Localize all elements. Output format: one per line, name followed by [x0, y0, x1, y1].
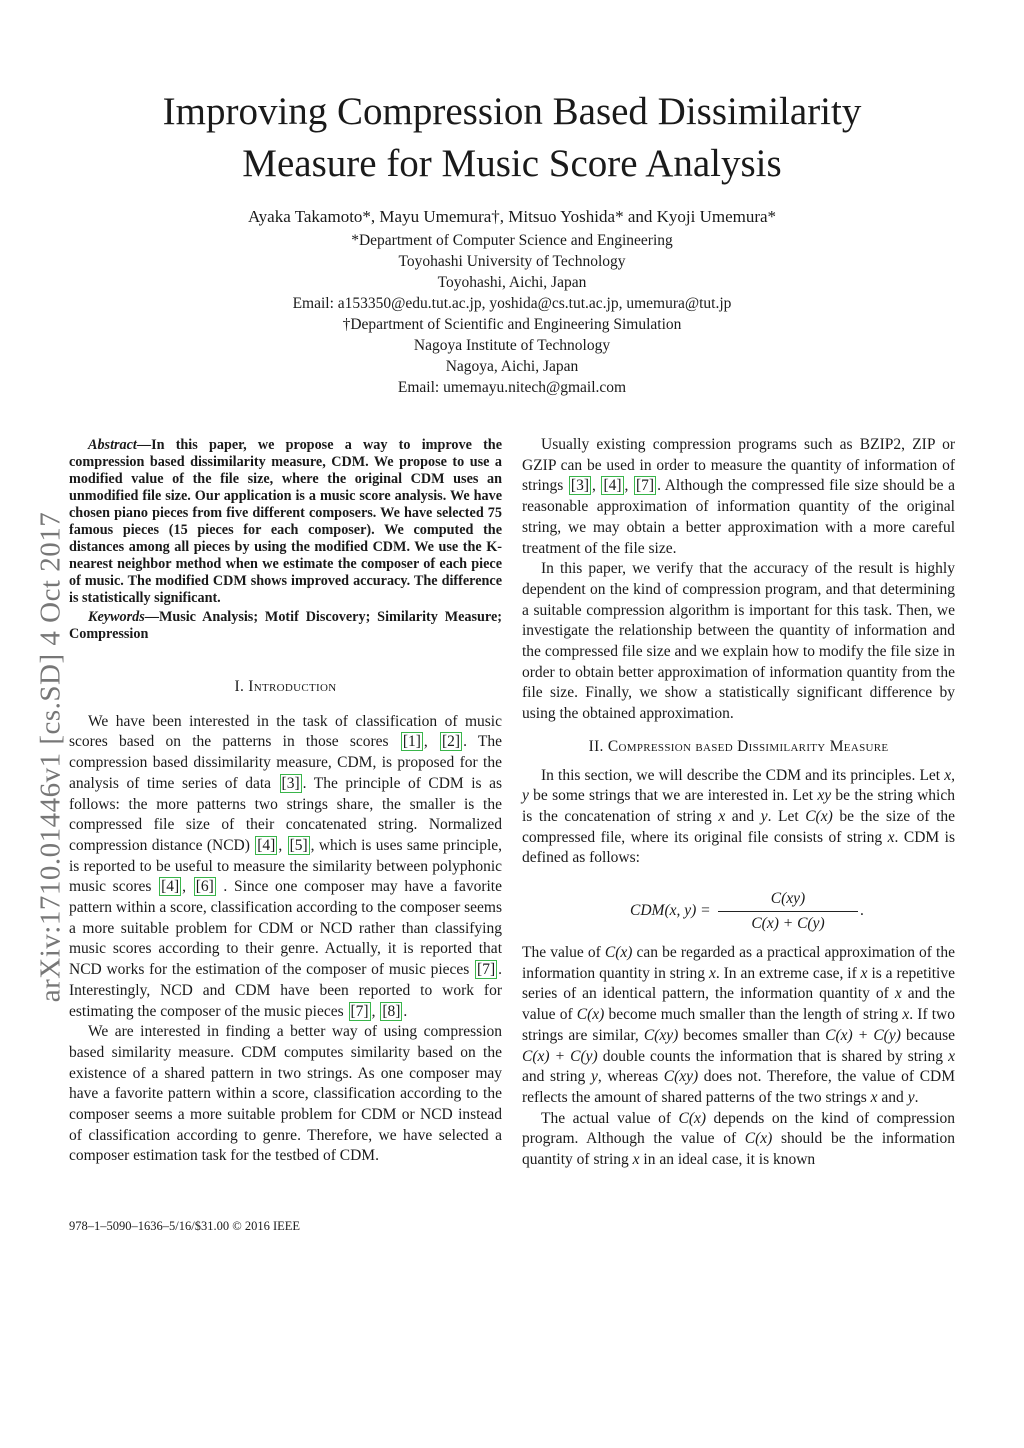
text-run: , [182, 878, 193, 896]
citation-link[interactable]: [1] [402, 733, 421, 751]
text-run: and the value of [522, 985, 955, 1024]
cdm-paragraph-3 [522, 1109, 955, 1171]
math-var: x [870, 1088, 878, 1106]
text-run: be the string which is the concatenation of string [522, 787, 955, 825]
email-line: Email: umemayu.nitech@gmail.com [397, 379, 627, 396]
citation-link[interactable]: [3] [570, 477, 589, 495]
paper-title [0, 86, 1024, 190]
citation-link[interactable]: [3] [281, 774, 300, 792]
math-var: x [860, 964, 868, 982]
text-run: . The compression based dissimilarity measure, CDM, is proposed for the analysis of time series of data [69, 733, 502, 792]
equation-denominator: C(x) + C(y) [751, 915, 825, 932]
right-column [522, 435, 955, 869]
citation-link[interactable]: [2] [442, 733, 461, 751]
abstract-text: —In this paper, we propose a way to improve the compression based dissimilarity measure, CDM. We propose to use a modified value of the file size, where the original CDM uses an unmodified file size. Our application is a music score analysis. We have chosen piano pieces from five different composers. We have selected 75 famous pieces (15 pieces for each composer). We computed the distances among all pieces by using the modified CDM. We use the K-nearest neighbor method when we estimate the composer of each piece of music. The modified CDM shows improved accuracy. The difference is statistically significant. [69, 437, 502, 606]
email-line: Email: a153350@edu.tut.ac.jp, yoshida@cs.tut.ac.jp, umemura@tut.jp [292, 295, 732, 312]
fraction-bar [718, 911, 858, 912]
text-run: does not. Therefore, the value of CDM reflects the amount of shared patterns of the two strings [522, 1068, 956, 1106]
math-var: x [708, 964, 716, 982]
math-var: y [760, 807, 768, 825]
text-run: In this section, we will describe the CDM and its principles. Let [541, 766, 945, 784]
text-run: The value of [522, 944, 605, 961]
text-run: becomes smaller than [678, 1026, 826, 1044]
affiliation-line: *Department of Computer Science and Engineering [351, 232, 673, 249]
section-heading-introduction [69, 677, 502, 698]
text-run: is a repetitive series of an identical pattern, the information quantity of [522, 964, 955, 1003]
math-var: x [902, 1006, 910, 1024]
text-run: , whereas [597, 1068, 664, 1086]
math-var: y [907, 1088, 915, 1106]
abstract [69, 437, 502, 607]
text-run: . Since one composer may have a favorite pattern within a score, classification according to the composer seems a more suitable problem for CDM or NCD rather than classifying music scores according to their genre. Actually, it is reported that NCD works for the estimation of the composer of music pieces [69, 878, 502, 979]
text-run: , [624, 477, 634, 495]
citation-link[interactable]: [8] [382, 1002, 401, 1020]
text-run: , [592, 477, 601, 495]
math-var: xy [817, 787, 832, 805]
text-run: because [900, 1026, 955, 1044]
text-run: become much smaller than the length of string [604, 1006, 903, 1024]
math-var: C(x) [604, 944, 633, 961]
math-var: C(x) + C(y) [522, 1047, 598, 1065]
cdm-equation [522, 889, 955, 937]
right-paragraph-2: In this paper, we verify that the accuracy of the result is highly dependent on the kind of compression program, and that determining a suitable compression algorithm is important for this task. Then, we investigate the relationship between the quantity of information and the compressed file size and we explain how to modify the file size in order to obtain better approximation of information quantity from the file size. Finally, we show a statistically significant difference by using the obtained approximation. [522, 560, 955, 723]
section-heading-cdm [522, 737, 955, 758]
keywords-label: Keywords [88, 609, 145, 625]
text-run: The actual value of [541, 1109, 679, 1127]
cdm-paragraph-2 [522, 943, 955, 1109]
math-var: C(x) [678, 1109, 707, 1127]
text-run: be some strings that we are interested in. Let [528, 787, 818, 805]
text-run: . If two strings are similar, [522, 1006, 956, 1044]
math-var: y [590, 1068, 598, 1086]
text-run: , [278, 836, 287, 854]
text-run: and string [522, 1068, 591, 1086]
equation-lhs: CDM(x, y) = [630, 902, 711, 919]
math-var: C(x) [576, 1006, 605, 1024]
abstract-label: Abstract [88, 437, 137, 453]
text-run: and [725, 807, 761, 825]
copyright-footer: 978–1–5090–1636–5/16/$31.00 © 2016 IEEE [69, 1219, 301, 1233]
equation-fraction [718, 889, 858, 934]
text-run: . Let [767, 807, 806, 825]
affiliation-line: Toyohashi, Aichi, Japan [437, 274, 587, 291]
intro-paragraph-2: We are interested in finding a better way of using compression based similarity measure. CDM computes similarity based on the existence of a shared pattern in two strings. As one composer may have a favorite pattern within a score, classification according to the composer seems a more suitable problem for CDM or NCD instead of classification according to genre. Therefore, we have selected a composer estimation task for the testbed of CDM. [69, 1023, 502, 1165]
math-var: C(x) [744, 1130, 773, 1148]
cdm-paragraph-1 [522, 766, 955, 870]
citation-link[interactable]: [5] [289, 836, 308, 854]
intro-paragraph-1 [69, 712, 502, 1023]
text-run: . [914, 1088, 919, 1106]
title-line-1: Improving Compression Based Dissimilarity [162, 90, 862, 133]
section-number: II. [588, 737, 608, 755]
title-line-2: Measure for Music Score Analysis [242, 142, 782, 185]
text-run: . CDM is defined as follows: [522, 828, 955, 867]
math-var: C(x) [805, 807, 833, 825]
keywords-text: —Music Analysis; Motif Discovery; Similarity Measure; Compression [69, 609, 502, 642]
affiliation-line: Nagoya Institute of Technology [413, 337, 611, 354]
affiliations [0, 230, 1024, 398]
text-run: . Although the compressed file size should be a reasonable approximation of information quantity of the original string, we may obtain a better approximation with a more careful treatment of the file size. [522, 477, 956, 557]
text-run: . In an extreme case, if [715, 964, 861, 982]
math-var: x, y [522, 766, 955, 805]
text-run: and [877, 1088, 908, 1106]
text-run: should be the information quantity of string [522, 1130, 955, 1169]
citation-link[interactable]: [7] [636, 477, 655, 495]
citation-link[interactable]: [6] [195, 878, 214, 896]
citation-link[interactable]: [4] [603, 477, 622, 495]
math-var: x [632, 1151, 640, 1169]
math-var: x [718, 807, 726, 825]
affiliation-line: †Department of Scientific and Engineering Simulation [342, 316, 682, 333]
text-run: in an ideal case, it is known [639, 1151, 816, 1169]
text-run: , [423, 733, 439, 751]
text-run: be the size of the compressed file, where its original file consists of string [522, 807, 956, 846]
text-run: double counts the information that is shared by string [597, 1047, 949, 1065]
citation-link[interactable]: [4] [257, 836, 276, 854]
section-number: I. [234, 678, 249, 695]
keywords [69, 609, 502, 643]
text-run: . The principle of CDM is as follows: the more patterns two strings share, the smaller is the compressed file size of their concatenated string. Normalized compression distance (NCD) [69, 774, 503, 854]
text-run: We have been interested in the task of classification of music scores based on the patterns in those scores [69, 712, 502, 751]
equation-numerator: C(xy) [770, 890, 806, 907]
arxiv-identifier: arXiv:1710.01446v1 [cs.SD] 4 Oct 2017 [34, 511, 67, 1003]
text-run: . [403, 1002, 408, 1020]
text-run: Usually existing compression programs such as BZIP2, ZIP or GZIP can be used in order to measure the quantity of information of strings [522, 436, 955, 495]
text-run: . Interestingly, NCD and CDM have been reported to work for estimating the composer of the music pieces [69, 961, 502, 1020]
authors: Ayaka Takamoto*, Mayu Umemura†, Mitsuo Yoshida* and Kyoji Umemura* [247, 207, 777, 226]
left-column [69, 437, 502, 1167]
section-title: Introduction [248, 678, 337, 695]
text-run: , which is uses same principle, is reported to be useful to measure the similarity between polyphonic music scores [69, 836, 503, 896]
citation-link[interactable]: [4] [161, 878, 180, 896]
affiliation-line: Nagoya, Aichi, Japan [445, 358, 579, 375]
right-paragraph-1 [522, 435, 955, 559]
section-title: Compression based Dissimilarity Measure [607, 737, 889, 755]
math-var: x [894, 985, 902, 1003]
math-var: C(x) + C(y) [825, 1026, 901, 1044]
math-var: x [948, 1047, 955, 1065]
text-run: depends on the kind of compression program. Although the value of [522, 1109, 956, 1148]
citation-link[interactable]: [7] [477, 961, 496, 979]
math-var: C(xy) [643, 1026, 679, 1044]
citation-link[interactable]: [7] [350, 1002, 369, 1020]
right-column-lower [522, 943, 955, 1171]
math-var: C(xy) [663, 1068, 699, 1086]
equation-period: . [860, 902, 864, 919]
text-run: can be regarded as a practical approximation of the information quantity in string [522, 944, 955, 982]
affiliation-line: Toyohashi University of Technology [398, 253, 626, 270]
text-run: , [371, 1002, 380, 1020]
math-var: x [887, 828, 895, 846]
